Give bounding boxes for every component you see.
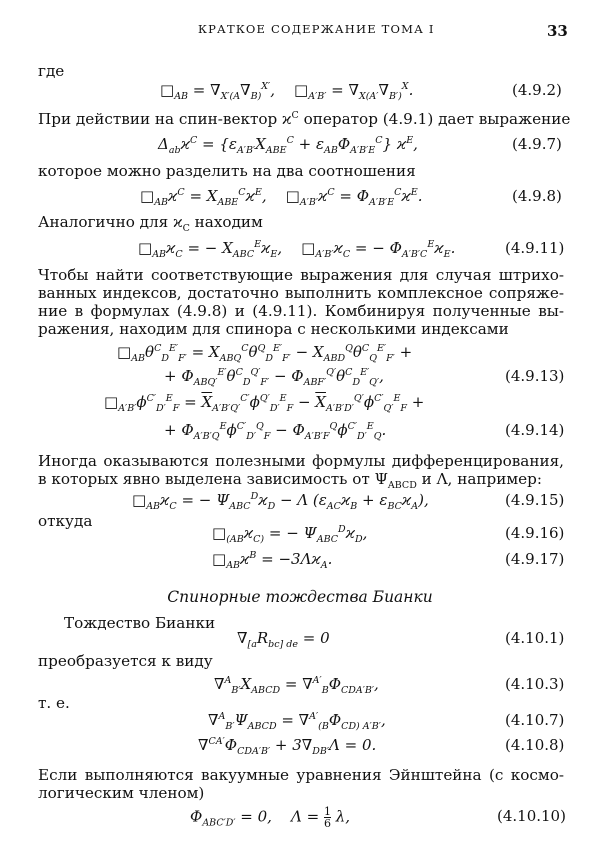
- equation-4-10-7: $\nabla^A_{B'}\Psi_{ABCD} = \nabla^{A'}_{(B}\Phi_{CD) A'B'}$,: [208, 711, 386, 732]
- text-line: Если выполняются вакуумные уравнения Эйнштейна (с космо-: [38, 766, 564, 784]
- equation-4-9-14-line2: + $\Phi_{A'B'Q}^E\phi^{C'}_{D'}^Q_F - \Phi_{A'B'F}^Q\phi^{C'}_{D'}^E_Q$.: [164, 421, 387, 442]
- equation-4-10-3: $\nabla^A_{B'}X_{ABCD} = \nabla^{A'}_B\Phi_{CDA'B'}$,: [214, 675, 379, 696]
- equation-number: (4.9.14): [505, 421, 565, 439]
- equation-4-9-16: $□_{(AB}ϰ_{C)}$ = − $\Psi_{ABC}^Dϰ_D$,: [212, 524, 368, 545]
- text-line: Иногда оказываются полезными формулы дифференцирования,: [38, 452, 564, 470]
- text-line: Тождество Бианки: [64, 614, 216, 632]
- text-line: [38, 109, 571, 128]
- equation-4-9-7: $\Delta_{ab}ϰ^C = \{\varepsilon_{A'B'}X_{ABE}^C + \varepsilon_{AB}\Phi_{A'B'E}^C\}$ $ϰ^E$,: [158, 135, 418, 156]
- equation-number: (4.9.2): [512, 81, 562, 99]
- equation-number: (4.9.11): [505, 239, 565, 257]
- equation-number: (4.9.13): [505, 367, 565, 385]
- equation-4-9-17: $□_{AB}ϰ^B = -3\Lambda ϰ_A$.: [212, 550, 333, 571]
- text-line: [38, 470, 564, 492]
- equation-4-10-1: $\nabla_{[a}R_{bc] de} = 0$: [237, 629, 330, 650]
- text-fragment: При действии на спин-вектор ϰ: [38, 110, 292, 128]
- text-fragment: и Λ, например:: [416, 470, 542, 488]
- equation-number: (4.10.3): [505, 675, 565, 693]
- equation-number: (4.9.8): [512, 187, 562, 205]
- text-superscript: C: [291, 109, 299, 121]
- text-line: ванных индексов, достаточно выполнить комплексное сопряже-: [38, 284, 564, 302]
- equation-number: (4.9.7): [512, 135, 562, 153]
- equation-4-9-13-line1: $□_{AB}\theta^C_D^{E'}_{F'} = X_{ABQ}^C\theta^Q_D^{E'}_{F'} - X_{ABD}^Q\theta^C_Q^{E'}_{F'}$ +: [117, 343, 413, 364]
- equation-4-10-8: $\nabla^{CA'}\Phi_{CDA'B'} + 3\nabla_{DB'}\Lambda = 0$.: [198, 736, 377, 757]
- text-fragment: находим: [189, 213, 263, 231]
- equation-number: (4.9.15): [505, 491, 565, 509]
- text-fragment: Аналогично для ϰ: [38, 213, 183, 231]
- text-fragment: в которых явно выделена зависимость от Ψ: [38, 470, 388, 488]
- equation-number: (4.9.17): [505, 550, 565, 568]
- equation-4-10-10: $\Phi_{ABC'D'} = 0$, Λ = $\frac{1}{6}$ λ,: [190, 805, 351, 830]
- text-line: т. е.: [38, 694, 70, 712]
- equation-number: (4.10.7): [505, 711, 565, 729]
- equation-number: (4.9.16): [505, 524, 565, 542]
- text-line: где: [38, 62, 65, 80]
- equation-number: (4.10.8): [505, 736, 565, 754]
- equation-4-9-11: $□_{AB}ϰ_C$ = − $X_{ABC}^Eϰ_E$, $□_{A'B'}ϰ_C$ = − $\Phi_{A'B'C}^Eϰ_E$.: [138, 239, 456, 260]
- text-line: откуда: [38, 512, 93, 530]
- text-line: преобразуется к виду: [38, 652, 213, 670]
- text-line: которое можно разделить на два соотношения: [38, 162, 416, 180]
- text-line: [38, 213, 564, 235]
- equation-number: (4.10.10): [497, 807, 566, 825]
- text-line: ние в формулах (4.9.8) и (4.9.11). Комбинируя полученные вы-: [38, 302, 564, 320]
- equation-number: (4.10.1): [505, 629, 565, 647]
- equation-4-9-2: $□_{AB} = \nabla_{X'(A}\nabla_{B)}^{X'}$, $□_{A'B'} = \nabla_{X(A'}\nabla_{B')}^X$.: [160, 81, 414, 102]
- equation-4-9-14-line1: $□_{A'B'}\phi^{C'}_{D'}^E_F = \overline{X}_{A'B'Q'}^{C'}\phi^{Q'}_{D'}^E_F - \overline{X}_{A'B'D'}^{Q'}\phi^{C'}_{Q'}^E_F$ +: [104, 393, 425, 414]
- text-subscript: ABCD: [387, 480, 417, 492]
- text-line: ражения, находим для спинора с несколькими индексами: [38, 320, 509, 338]
- equation-4-9-13-line2: + $\Phi_{ABQ'}^{E'}\theta^C_D^{Q'}_{F'} - \Phi_{ABF'}^{Q'}\theta^C_D^{E'}_{Q'}$,: [164, 367, 384, 388]
- text-subscript: C: [182, 223, 190, 235]
- text-line: логическим членом): [38, 784, 205, 802]
- page-number: 33: [547, 22, 568, 40]
- running-header: КРАТКОЕ СОДЕРЖАНИЕ ТОМА I: [198, 22, 435, 36]
- section-title: Спинорные тождества Бианки: [167, 588, 433, 606]
- text-line: Чтобы найти соответствующие выражения для случая штрихо-: [38, 266, 564, 284]
- text-fragment: оператор (4.9.1) дает выражение: [298, 110, 571, 128]
- equation-4-9-15: $□_{AB}ϰ_C$ = − $\Psi_{ABC}^Dϰ_D - \Lambda$ $(\varepsilon_{AC}ϰ_B + \varepsilon_{BC}ϰ_A)$,: [132, 491, 429, 512]
- equation-4-9-8: $□_{AB}ϰ^C = X_{ABE}^Cϰ^E$, $□_{A'B'}ϰ^C = \Phi_{A'B'E}^Cϰ^E$.: [140, 187, 423, 208]
